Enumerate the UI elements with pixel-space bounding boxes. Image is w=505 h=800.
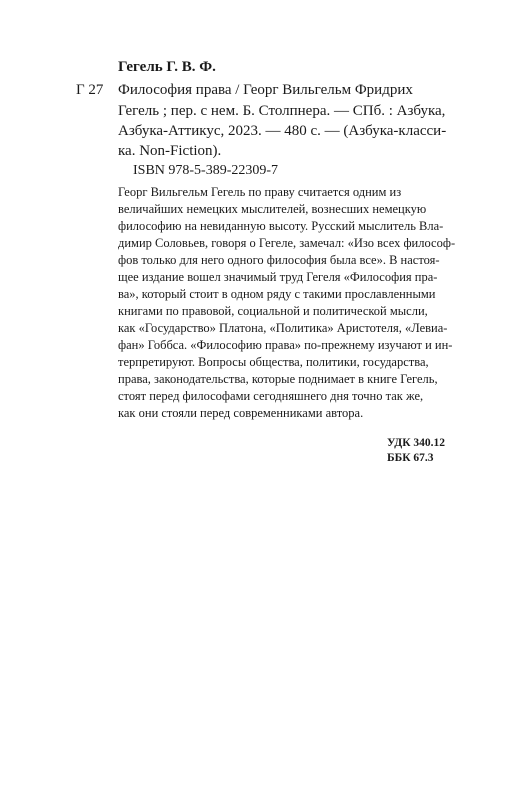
annotation-line: димир Соловьев, говоря о Гегеле, замечал: «Изо всех философ-: [118, 236, 456, 250]
annotation-line: ва», который стоит в одном ряду с такими прославленными: [118, 287, 436, 301]
annotation-line: Георг Вильгельм Гегель по праву считается одним из: [118, 185, 402, 199]
isbn: ISBN 978-5-389-22309-7: [133, 163, 279, 178]
annotation-line: философию на невиданную высоту. Русский мыслитель Вла-: [118, 219, 444, 233]
annotation-line: книгами по правовой, социальной и политической мысли,: [118, 304, 428, 318]
bbk-code: ББК 67.3: [387, 452, 434, 464]
annotation-line: стоят перед философами сегодняшнего дня точно так же,: [118, 389, 424, 403]
call-number: Г 27: [76, 82, 104, 98]
annotation-line: как они стояли перед современниками автора.: [118, 406, 364, 420]
annotation-line: фов только для него одного философия была все». В настоя-: [118, 253, 440, 267]
udc-code: УДК 340.12: [387, 437, 446, 449]
annotation-line: терпретируют. Вопросы общества, политики, государства,: [118, 355, 429, 369]
bibliographic-entry-line: Философия права / Георг Вильгельм Фридрих: [118, 82, 413, 98]
annotation-line: щее издание вошел значимый труд Гегеля «Философия пра-: [118, 270, 438, 284]
bibliographic-entry-line: Гегель ; пер. с нем. Б. Столпнера. — СПб. : Азбука,: [118, 103, 446, 119]
annotation-line: как «Государство» Платона, «Политика» Аристотеля, «Левиа-: [118, 321, 448, 335]
annotation-line: права, законодательства, которые поднимает в книге Гегель,: [118, 372, 438, 386]
annotation-line: фан» Гоббса. «Философию права» по-прежнему изучают и ин-: [118, 338, 453, 352]
annotation-line: величайших немецких мыслителей, вознесших немецкую: [118, 202, 427, 216]
bibliographic-entry-line: ка. Non-Fiction).: [118, 143, 222, 159]
author-heading: Гегель Г. В. Ф.: [118, 59, 216, 75]
bibliographic-entry-line: Азбука-Аттикус, 2023. — 480 с. — (Азбука-класси-: [118, 123, 447, 139]
